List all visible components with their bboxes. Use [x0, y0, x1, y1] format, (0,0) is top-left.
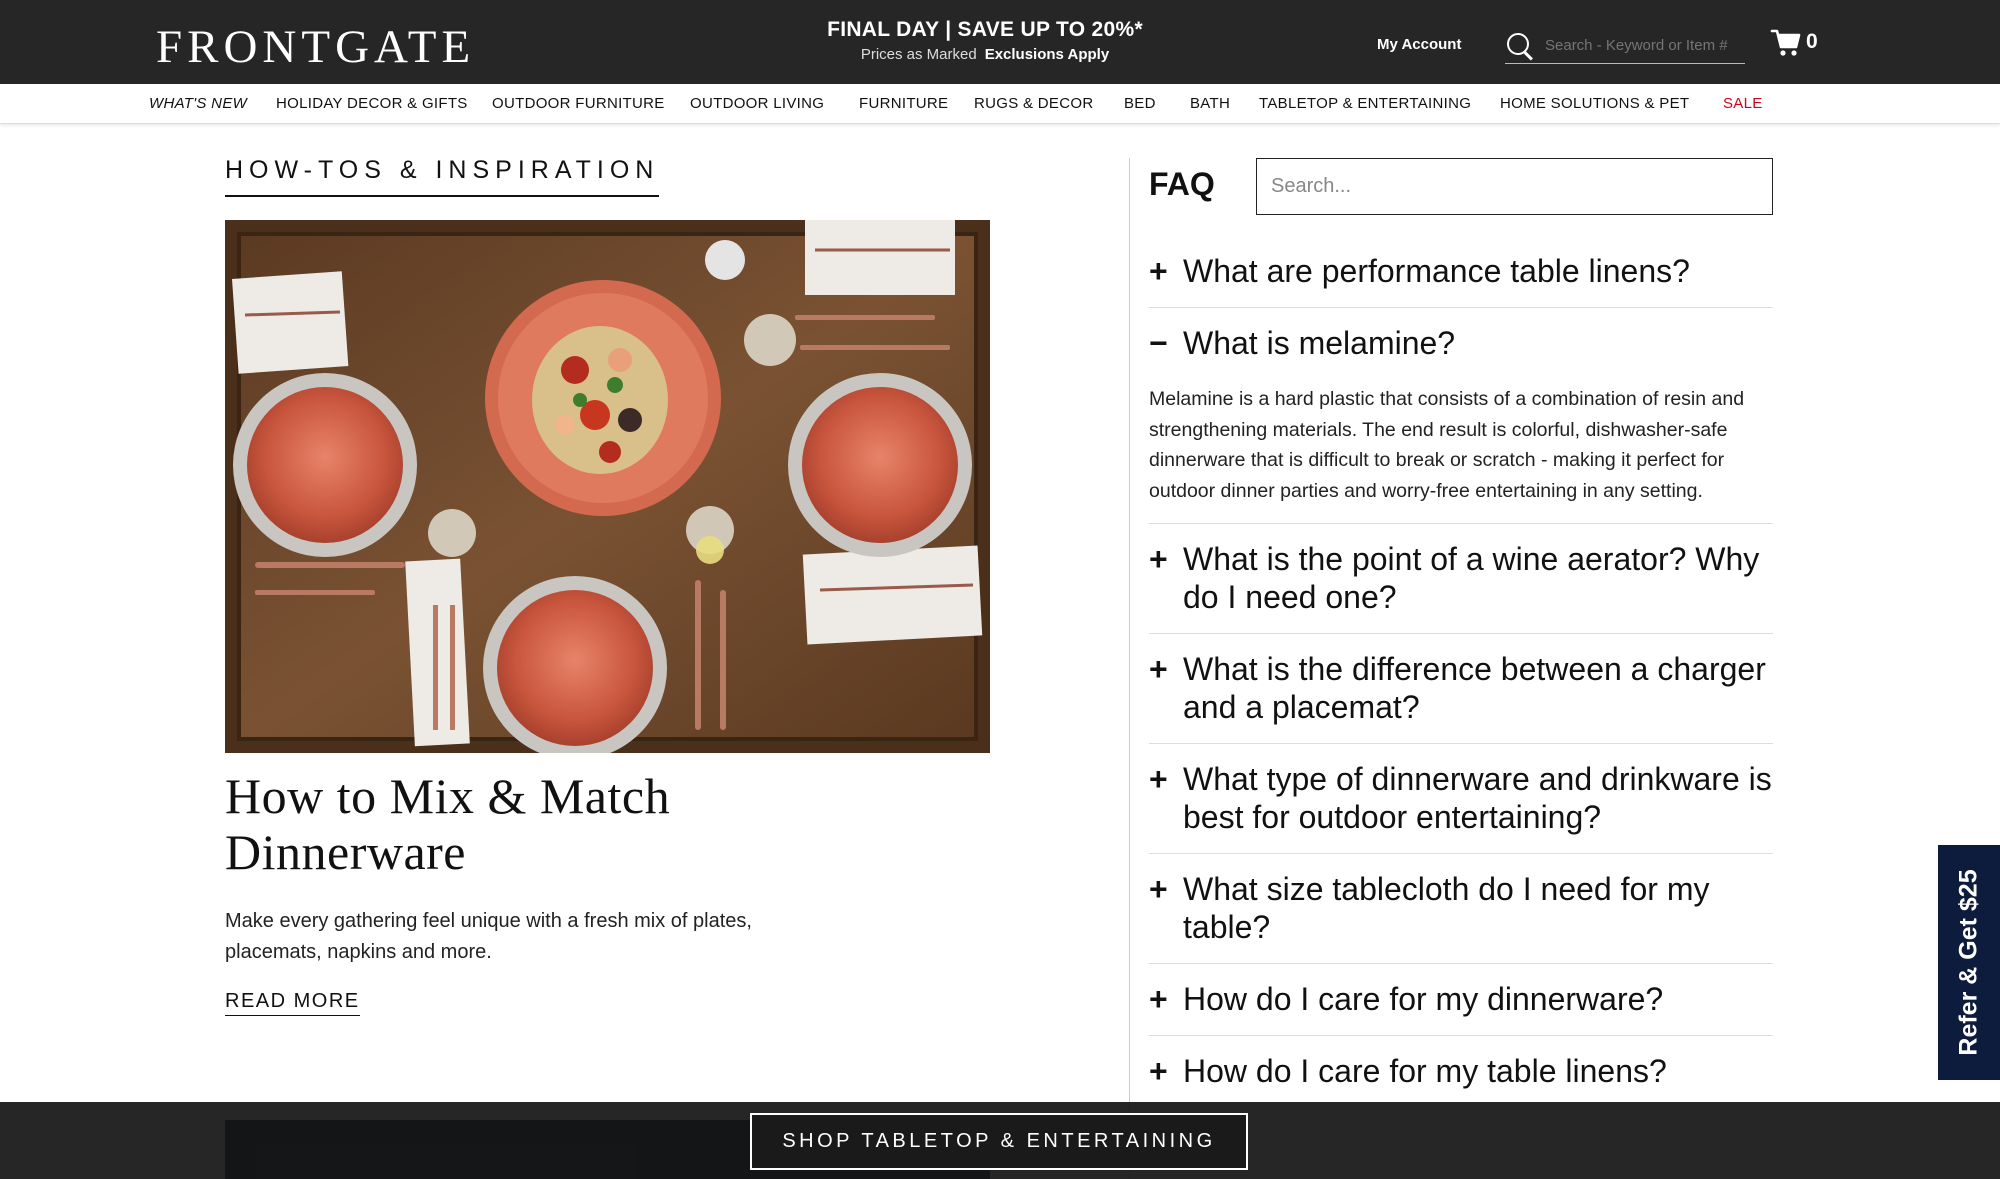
minus-icon[interactable]: −	[1149, 325, 1168, 361]
nav-item-outdoor-living[interactable]: OUTDOOR LIVING	[690, 95, 825, 112]
faq-question-row[interactable]	[1149, 980, 1773, 1018]
article-description: Make every gathering feel unique with a fresh mix of plates, placemats, napkins and more.	[225, 910, 752, 963]
faq-question-row[interactable]	[1149, 540, 1773, 616]
nav-item-home-solutions-pet[interactable]: HOME SOLUTIONS & PET	[1500, 95, 1690, 112]
plus-icon[interactable]: +	[1149, 253, 1168, 289]
plus-icon[interactable]: +	[1149, 1053, 1168, 1089]
refer-tab[interactable]	[1938, 845, 2000, 1080]
frontgate-logo[interactable]: FRONTGATE	[156, 21, 476, 73]
shopping-cart-icon	[1770, 26, 1802, 58]
faq-answer: Melamine is a hard plastic that consists of a combination of resin and strengthening materials. The end result is colorful, dishwasher-safe dinnerware that is difficult to break or scratch - making it perfect for outdoor dinner parties and worry-free entertaining in any setting.	[1149, 388, 1745, 502]
top-header	[0, 0, 2000, 84]
plus-icon[interactable]: +	[1149, 541, 1168, 577]
faq-list	[1149, 236, 1773, 1108]
cart-count: 0	[1806, 30, 1818, 53]
faq-question-row[interactable]	[1149, 760, 1773, 836]
promo-banner[interactable]	[780, 18, 1190, 63]
faq-question[interactable]: What is melamine?	[1183, 325, 1456, 361]
faq-title: FAQ	[1149, 166, 1215, 202]
section-title: HOW-TOS & INSPIRATION	[225, 156, 659, 197]
faq-question[interactable]: How do I care for my dinnerware?	[1183, 981, 1664, 1017]
cart-button[interactable]	[1770, 26, 1818, 58]
promo-exclusions-link[interactable]: Exclusions Apply	[984, 46, 1110, 63]
faq-item	[1149, 634, 1773, 744]
faq-question[interactable]: What is the point of a wine aerator? Why do I need one?	[1183, 541, 1760, 615]
faq-question-row[interactable]	[1149, 324, 1773, 362]
promo-headline: FINAL DAY | SAVE UP TO 20%*	[827, 18, 1143, 41]
site-search[interactable]	[1505, 28, 1745, 64]
faq-question-row[interactable]	[1149, 870, 1773, 946]
faq-search-input[interactable]	[1256, 158, 1773, 215]
faq-item	[1149, 236, 1773, 308]
promo-prices-note: Prices as Marked	[860, 46, 977, 63]
refer-label: Refer & Get $25	[1954, 869, 1983, 1056]
faq-question[interactable]: What size tablecloth do I need for my table?	[1183, 871, 1710, 945]
faq-question-row[interactable]	[1149, 1052, 1773, 1090]
faq-item	[1149, 524, 1773, 634]
faq-question[interactable]: How do I care for my table linens?	[1183, 1053, 1667, 1089]
plus-icon[interactable]: +	[1149, 981, 1168, 1017]
search-icon[interactable]	[1505, 31, 1535, 61]
nav-item-furniture[interactable]: FURNITURE	[859, 95, 949, 112]
faq-question[interactable]: What type of dinnerware and drinkware is best for outdoor entertaining?	[1183, 761, 1772, 835]
promo-subline	[780, 46, 1190, 63]
faq-item	[1149, 964, 1773, 1036]
faq-question-row[interactable]	[1149, 252, 1773, 290]
faq-question[interactable]: What are performance table linens?	[1183, 253, 1690, 289]
table-setting-illustration	[225, 220, 990, 753]
plus-icon[interactable]: +	[1149, 761, 1168, 797]
faq-item	[1149, 854, 1773, 964]
faq-item	[1149, 1036, 1773, 1108]
nav-item-sale[interactable]: SALE	[1723, 95, 1763, 112]
nav-item-rugs-decor[interactable]: RUGS & DECOR	[974, 95, 1094, 112]
article-title[interactable]: How to Mix & Match Dinnerware	[225, 768, 671, 880]
plus-icon[interactable]: +	[1149, 871, 1168, 907]
site-search-input[interactable]	[1545, 37, 1735, 54]
my-account-link[interactable]: My Account	[1377, 36, 1462, 53]
nav-item-holiday-decor-gifts[interactable]: HOLIDAY DECOR & GIFTS	[276, 95, 468, 112]
faq-item	[1149, 744, 1773, 854]
faq-item-expanded	[1149, 308, 1773, 524]
nav-item-bath[interactable]: BATH	[1190, 95, 1231, 112]
main-navigation	[0, 84, 2000, 124]
nav-item-whats-new[interactable]: WHAT'S NEW	[149, 95, 248, 112]
read-more-link[interactable]: READ MORE	[225, 990, 360, 1016]
faq-question[interactable]: What is the difference between a charger and a placemat?	[1183, 651, 1766, 725]
nav-item-bed[interactable]: BED	[1124, 95, 1156, 112]
column-divider	[1129, 158, 1130, 1179]
nav-item-outdoor-furniture[interactable]: OUTDOOR FURNITURE	[492, 95, 665, 112]
nav-item-tabletop-entertaining[interactable]: TABLETOP & ENTERTAINING	[1259, 95, 1472, 112]
article-hero-image[interactable]	[225, 220, 990, 753]
shop-tabletop-button[interactable]: SHOP TABLETOP & ENTERTAINING	[750, 1113, 1248, 1170]
plus-icon[interactable]: +	[1149, 651, 1168, 687]
faq-question-row[interactable]	[1149, 650, 1773, 726]
